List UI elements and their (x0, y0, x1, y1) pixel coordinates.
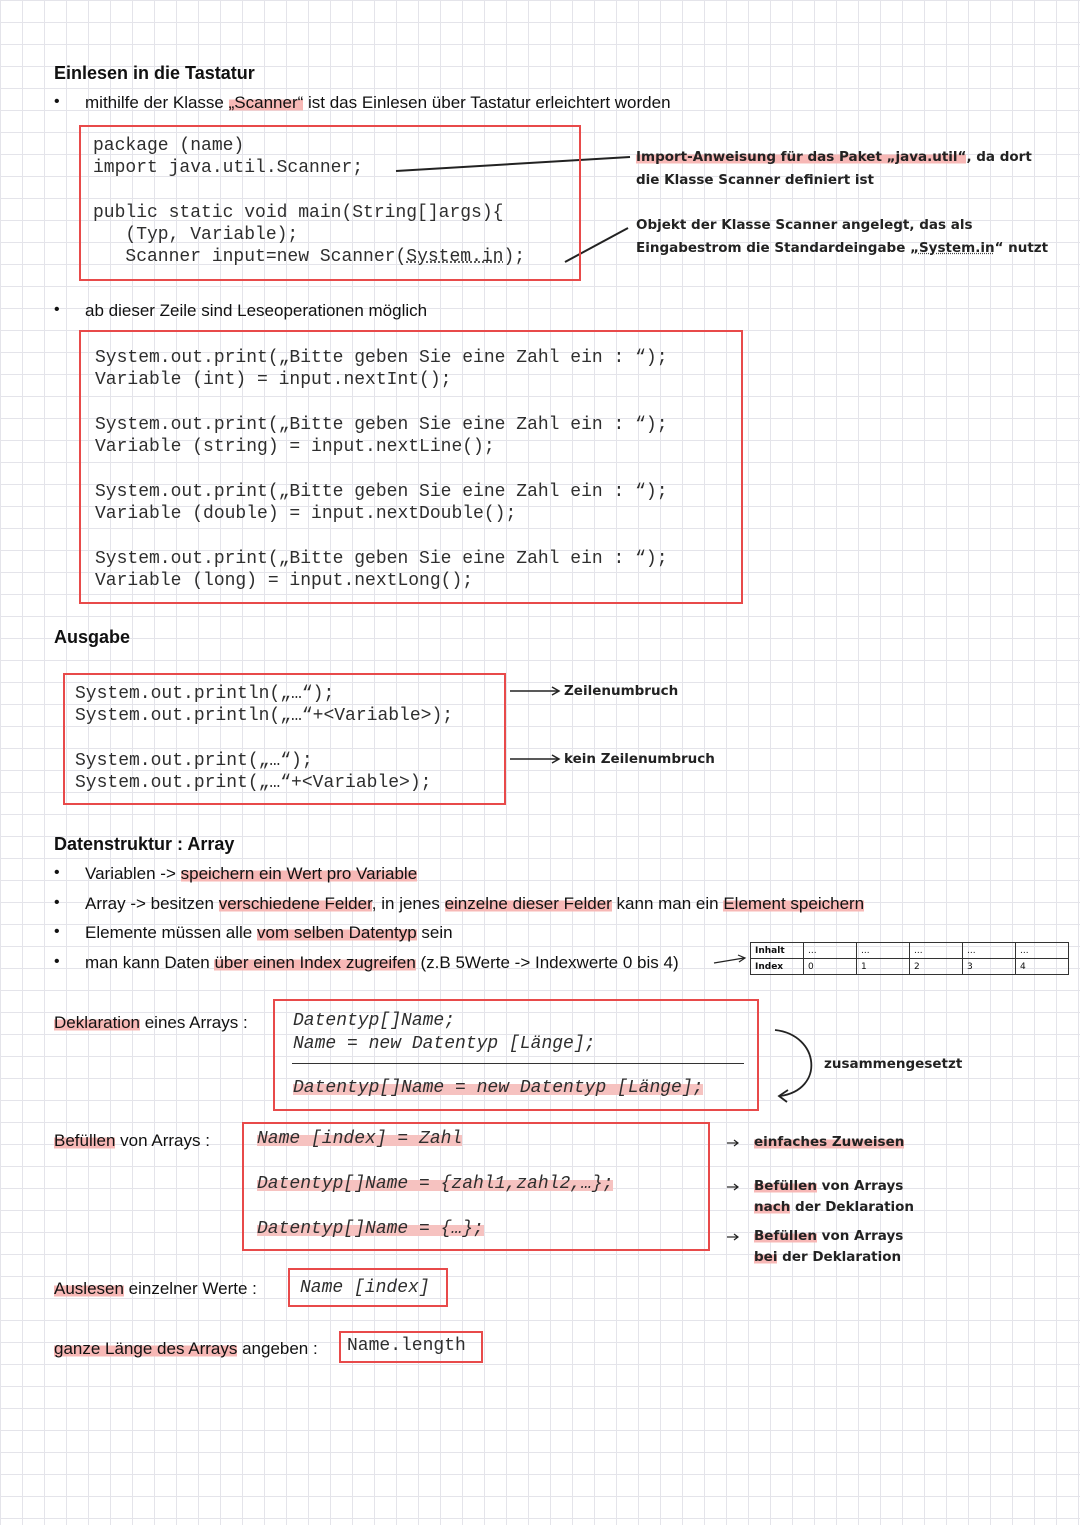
bullet-dot: • (54, 923, 60, 940)
bullet-variables: Variablen -> speichern ein Wert pro Variable (85, 864, 418, 883)
divider (292, 1063, 744, 1064)
section-heading-output: Ausgabe (54, 627, 131, 647)
note-fill-after-line2: nach der Deklaration (754, 1199, 915, 1215)
note-fill-after: Befüllen von Arrays (754, 1178, 904, 1194)
bullet-dot: • (54, 953, 60, 970)
code-line: Variable (int) = input.nextInt(); (95, 370, 452, 390)
table-cell: 3 (963, 959, 1016, 975)
note-import-line2: die Klasse Scanner definiert ist (636, 172, 874, 188)
table-cell: ... (857, 943, 910, 959)
bullet-read-ops: ab dieser Zeile sind Leseoperationen möglich (85, 301, 428, 320)
table-cell: ... (1016, 943, 1069, 959)
code-line: System.out.print(„Bitte geben Sie eine Zahl ein : “); (95, 348, 668, 368)
code-line: System.out.println(„…“+<Variable>); (75, 706, 454, 726)
index-table-index-row (751, 959, 1069, 975)
table-cell: 0 (804, 959, 857, 975)
table-cell: 4 (1016, 959, 1069, 975)
bullet-dot: • (54, 864, 60, 881)
bullet-array: Array -> besitzen verschiedene Felder, in jenes einzelne dieser Felder kann man ein Element speichern (85, 894, 865, 913)
code-line: Name [index] = Zahl (257, 1129, 463, 1149)
bullet-scanner: mithilfe der Klasse „Scanner“ ist das Einlesen über Tastatur erleichtert worden (85, 93, 671, 112)
index-table (750, 942, 1069, 975)
code-line: System.out.print(„…“); (75, 751, 313, 771)
note-fill-during-line2: bei der Deklaration (754, 1249, 902, 1265)
label-filling: Befüllen von Arrays : (54, 1131, 210, 1150)
table-label-content: Inhalt (751, 943, 804, 959)
bullet-dot: • (54, 301, 60, 318)
code-line: Datentyp[]Name = {…}; (257, 1219, 484, 1239)
label-declaration: Deklaration eines Arrays : (54, 1013, 248, 1032)
note-simple-assign: einfaches Zuweisen (754, 1134, 905, 1150)
note-import: Import-Anweisung für das Paket „java.util“, da dort (636, 149, 1032, 165)
code-line: Datentyp[]Name; (293, 1011, 456, 1031)
index-table-content-row (751, 943, 1069, 959)
code-line: System.out.print(„…“+<Variable>); (75, 773, 432, 793)
code-line: Datentyp[]Name = new Datentyp [Länge]; (293, 1078, 704, 1098)
code-line: Name = new Datentyp [Länge]; (293, 1034, 596, 1054)
note-fill-during: Befüllen von Arrays (754, 1228, 904, 1244)
label-read-values: Auslesen einzelner Werte : (54, 1279, 257, 1298)
bullet-elements: Elemente müssen alle vom selben Datentyp sein (85, 923, 453, 942)
code-line: public static void main(String[]args){ (93, 203, 504, 223)
code-line: Name [index] (300, 1278, 430, 1298)
note-object-line2: Eingabestrom die Standardeingabe „System.in“ nutzt (636, 240, 1049, 256)
code-line: (Typ, Variable); (93, 225, 299, 245)
section-heading-input: Einlesen in die Tastatur (54, 63, 255, 83)
label-length: ganze Länge des Arrays angeben : (54, 1339, 318, 1358)
code-line: System.out.print(„Bitte geben Sie eine Zahl ein : “); (95, 482, 668, 502)
bullet-index: man kann Daten über einen Index zugreifen (z.B 5Werte -> Indexwerte 0 bis 4) (85, 953, 679, 972)
code-line: System.out.println(„…“); (75, 684, 335, 704)
bullet-dot: • (54, 894, 60, 911)
code-line: import java.util.Scanner; (93, 158, 364, 178)
note-no-newline: kein Zeilenumbruch (564, 751, 715, 767)
code-line: Datentyp[]Name = {zahl1,zahl2,…}; (257, 1174, 614, 1194)
code-line: System.out.print(„Bitte geben Sie eine Zahl ein : “); (95, 415, 668, 435)
code-line: Scanner input=new Scanner(System.in); (93, 247, 526, 267)
bullet-dot: • (54, 93, 60, 110)
code-line: Variable (double) = input.nextDouble(); (95, 504, 517, 524)
section-heading-array: Datenstruktur : Array (54, 834, 235, 854)
table-cell: 2 (910, 959, 963, 975)
table-label-index: Index (751, 959, 804, 975)
note-object: Objekt der Klasse Scanner angelegt, das als (636, 217, 973, 233)
code-line: Variable (long) = input.nextLong(); (95, 571, 474, 591)
code-line: Variable (string) = input.nextLine(); (95, 437, 495, 457)
table-cell: ... (910, 943, 963, 959)
note-combined: zusammengesetzt (824, 1056, 963, 1072)
table-cell: ... (804, 943, 857, 959)
table-cell: 1 (857, 959, 910, 975)
code-line: package (name) (93, 136, 245, 156)
code-line: Name.length (347, 1336, 466, 1356)
table-cell: ... (963, 943, 1016, 959)
note-newline: Zeilenumbruch (564, 683, 679, 699)
code-line: System.out.print(„Bitte geben Sie eine Zahl ein : “); (95, 549, 668, 569)
